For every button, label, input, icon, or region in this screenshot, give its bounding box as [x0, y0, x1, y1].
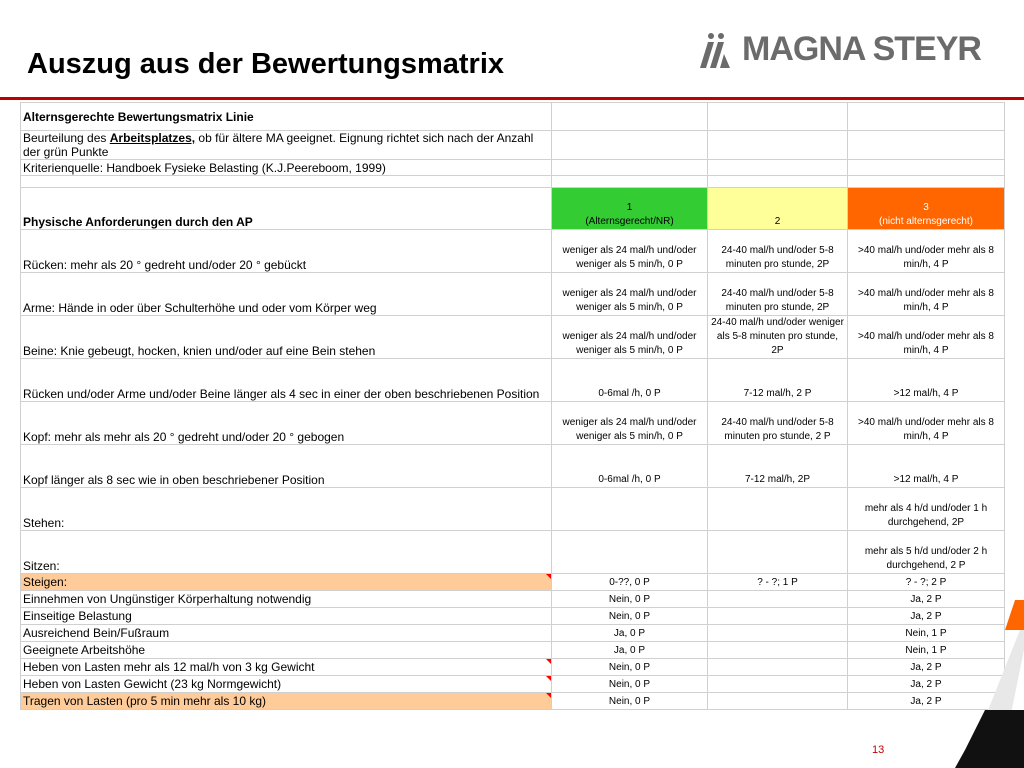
- sheet-title: Alternsgerechte Bewertungsmatrix Linie: [21, 103, 552, 131]
- criterion-cell: Rücken und/oder Arme und/oder Beine länger als 4 sec in einer der oben beschriebenen Position: [21, 359, 552, 402]
- decorative-logo-shape-icon: [905, 600, 1024, 768]
- section-header-row: [21, 188, 1005, 230]
- level-2-cell: [708, 608, 848, 625]
- table-row: [21, 625, 1005, 642]
- logo-text: MAGNA STEYR: [742, 30, 981, 68]
- level-3-cell: >40 mal/h und/oder mehr als 8 min/h, 4 P: [848, 273, 1005, 316]
- level-3-cell: Ja, 2 P: [848, 608, 1005, 625]
- level-3-cell: >12 mal/h, 4 P: [848, 445, 1005, 488]
- level-1-cell: Nein, 0 P: [552, 608, 708, 625]
- company-logo: [700, 30, 980, 70]
- table-row: [21, 531, 1005, 574]
- level-3-cell: Ja, 2 P: [848, 659, 1005, 676]
- level-2-cell: [708, 625, 848, 642]
- criterion-cell: Arme: Hände in oder über Schulterhöhe und oder vom Körper weg: [21, 273, 552, 316]
- sheet-source: Kriterienquelle: Handboek Fysieke Belasting (K.J.Peereboom, 1999): [21, 160, 552, 176]
- sheet-title-row: [21, 103, 1005, 131]
- level-3-cell: ? - ?; 2 P: [848, 574, 1005, 591]
- level-3-header: 3 (nicht alternsgerecht): [848, 188, 1005, 230]
- criterion-cell: Tragen von Lasten (pro 5 min mehr als 10 kg): [21, 693, 552, 710]
- table-row: [21, 273, 1005, 316]
- criterion-cell: Heben von Lasten mehr als 12 mal/h von 3 kg Gewicht: [21, 659, 552, 676]
- sheet-source-row: [21, 160, 1005, 176]
- level-2-cell: 24-40 mal/h und/oder 5-8 minuten pro stunde, 2P: [708, 230, 848, 273]
- level-3-cell: mehr als 4 h/d und/oder 1 h durchgehend, 2P: [848, 488, 1005, 531]
- criterion-cell: Stehen:: [21, 488, 552, 531]
- level-1-cell: 0-??, 0 P: [552, 574, 708, 591]
- level-2-cell: 7-12 mal/h, 2P: [708, 445, 848, 488]
- level-1-cell: Ja, 0 P: [552, 642, 708, 659]
- section-title: Physische Anforderungen durch den AP: [21, 188, 552, 230]
- level-3-cell: >40 mal/h und/oder mehr als 8 min/h, 4 P: [848, 230, 1005, 273]
- spacer-row: [21, 176, 1005, 188]
- level-3-cell: Ja, 2 P: [848, 693, 1005, 710]
- level-3-cell: Ja, 2 P: [848, 591, 1005, 608]
- level-2-cell: 24-40 mal/h und/oder 5-8 minuten pro stunde, 2P: [708, 273, 848, 316]
- sheet-description: Beurteilung des Arbeitsplatzes, ob für ältere MA geeignet. Eignung richtet sich nach der Anzahl der grün Punkte: [21, 131, 552, 160]
- table-row: [21, 316, 1005, 359]
- matrix-sheet: [20, 102, 1004, 710]
- level-2-header: 2: [708, 188, 848, 230]
- level-2-cell: [708, 659, 848, 676]
- sheet-description-row: [21, 131, 1005, 160]
- slide-title: Auszug aus der Bewertungsmatrix: [27, 48, 504, 80]
- level-1-cell: Nein, 0 P: [552, 693, 708, 710]
- level-1-cell: weniger als 24 mal/h und/oder weniger als 5 min/h, 0 P: [552, 273, 708, 316]
- criterion-cell: Heben von Lasten Gewicht (23 kg Normgewicht): [21, 676, 552, 693]
- level-1-cell: Ja, 0 P: [552, 625, 708, 642]
- level-1-cell: weniger als 24 mal/h und/oder weniger als 5 min/h, 0 P: [552, 230, 708, 273]
- level-2-cell: [708, 676, 848, 693]
- level-3-cell: Nein, 1 P: [848, 642, 1005, 659]
- level-3-cell: mehr als 5 h/d und/oder 2 h durchgehend, 2 P: [848, 531, 1005, 574]
- table-row: [21, 402, 1005, 445]
- criterion-cell: Beine: Knie gebeugt, hocken, knien und/oder auf eine Bein stehen: [21, 316, 552, 359]
- level-2-cell: [708, 693, 848, 710]
- table-row: [21, 591, 1005, 608]
- level-2-cell: [708, 531, 848, 574]
- criterion-cell: Ausreichend Bein/Fußraum: [21, 625, 552, 642]
- level-1-cell: Nein, 0 P: [552, 659, 708, 676]
- page-number: 13: [872, 744, 885, 756]
- level-2-cell: ? - ?; 1 P: [708, 574, 848, 591]
- table-row: [21, 574, 1005, 591]
- table-row: [21, 230, 1005, 273]
- table-row: [21, 693, 1005, 710]
- level-2-cell: 24-40 mal/h und/oder 5-8 minuten pro stunde, 2 P: [708, 402, 848, 445]
- level-1-cell: [552, 531, 708, 574]
- criterion-cell: Geeignete Arbeitshöhe: [21, 642, 552, 659]
- table-row: [21, 359, 1005, 402]
- level-3-cell: >40 mal/h und/oder mehr als 8 min/h, 4 P: [848, 316, 1005, 359]
- level-1-cell: weniger als 24 mal/h und/oder weniger als 5 min/h, 0 P: [552, 402, 708, 445]
- level-1-cell: [552, 488, 708, 531]
- table-row: [21, 488, 1005, 531]
- level-2-cell: [708, 642, 848, 659]
- level-3-cell: >40 mal/h und/oder mehr als 8 min/h, 4 P: [848, 402, 1005, 445]
- level-1-cell: 0-6mal /h, 0 P: [552, 445, 708, 488]
- table-row: [21, 659, 1005, 676]
- level-2-cell: 24-40 mal/h und/oder weniger als 5-8 minuten pro stunde, 2P: [708, 316, 848, 359]
- table-row: [21, 642, 1005, 659]
- level-1-cell: weniger als 24 mal/h und/oder weniger als 5 min/h, 0 P: [552, 316, 708, 359]
- criterion-cell: Rücken: mehr als 20 ° gedreht und/oder 20 ° gebückt: [21, 230, 552, 273]
- level-2-cell: [708, 488, 848, 531]
- level-3-cell: Nein, 1 P: [848, 625, 1005, 642]
- level-2-cell: 7-12 mal/h, 2 P: [708, 359, 848, 402]
- table-row: [21, 445, 1005, 488]
- title-divider: [0, 97, 1024, 100]
- evaluation-matrix-table: [20, 102, 1005, 710]
- criterion-cell: Sitzen:: [21, 531, 552, 574]
- level-1-cell: Nein, 0 P: [552, 676, 708, 693]
- level-2-cell: [708, 591, 848, 608]
- criterion-cell: Kopf länger als 8 sec wie in oben beschriebener Position: [21, 445, 552, 488]
- criterion-cell: Kopf: mehr als mehr als 20 ° gedreht und/oder 20 ° gebogen: [21, 402, 552, 445]
- table-row: [21, 608, 1005, 625]
- level-1-cell: 0-6mal /h, 0 P: [552, 359, 708, 402]
- table-row: [21, 676, 1005, 693]
- level-1-cell: Nein, 0 P: [552, 591, 708, 608]
- criterion-cell: Einseitige Belastung: [21, 608, 552, 625]
- magna-logo-icon: [700, 32, 736, 68]
- level-1-header: 1 (Alternsgerecht/NR): [552, 188, 708, 230]
- level-3-cell: Ja, 2 P: [848, 676, 1005, 693]
- criterion-cell: Einnehmen von Ungünstiger Körperhaltung notwendig: [21, 591, 552, 608]
- criterion-cell: Steigen:: [21, 574, 552, 591]
- level-3-cell: >12 mal/h, 4 P: [848, 359, 1005, 402]
